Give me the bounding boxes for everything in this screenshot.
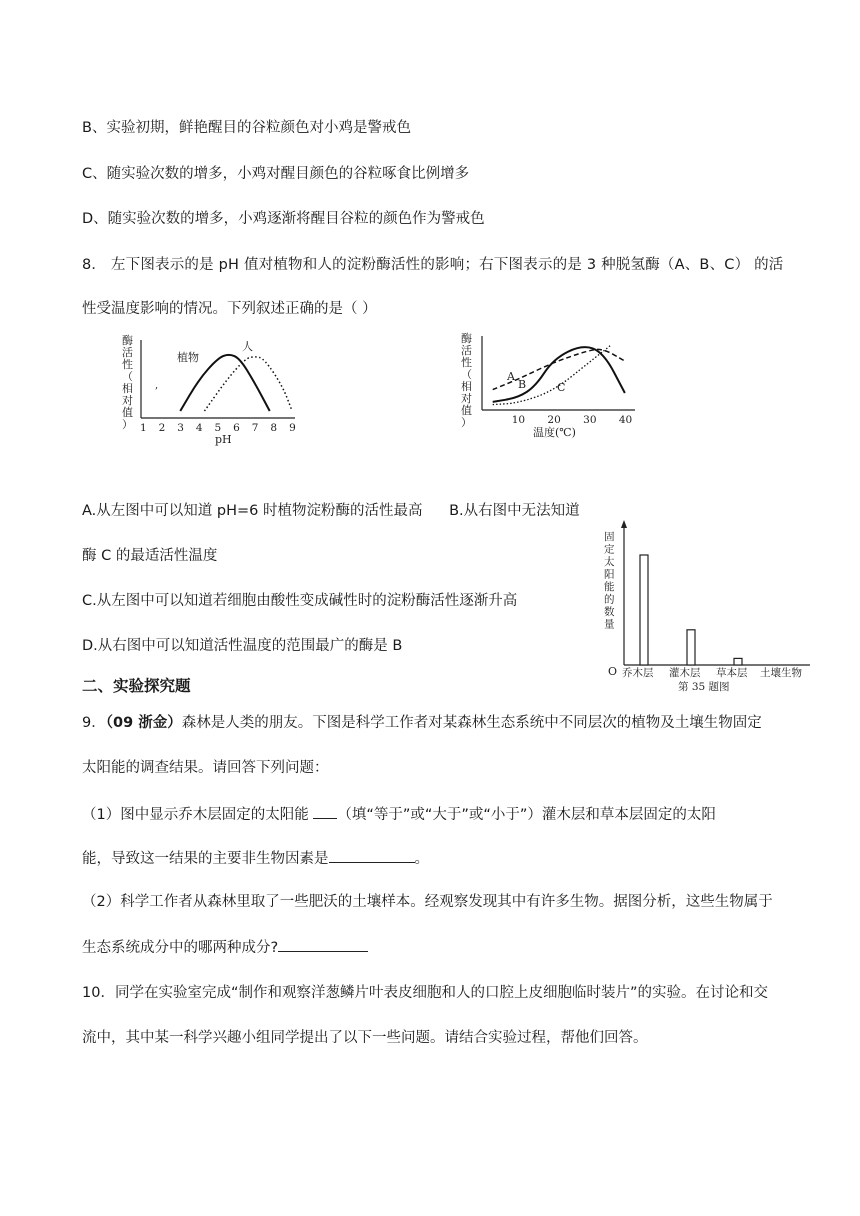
q9-part1 [82, 804, 716, 825]
bar-1 [687, 630, 695, 665]
series-label-c: C [557, 381, 566, 394]
x-tick-label: 2 [158, 422, 166, 434]
y-axis-label-char: 太 [604, 556, 615, 568]
series-label-human: 人 [242, 340, 253, 353]
y-axis-label-char: 定 [604, 543, 615, 556]
y-axis-label-char: 阳 [604, 568, 615, 581]
option-b-q7: B、实验初期，鲜艳醒目的谷粒颜色对小鸡是警戒色 [82, 120, 411, 136]
y-axis-label-char: 活 [122, 346, 133, 359]
x-tick-label: 6 [233, 422, 240, 434]
category-label: 灌木层 [669, 667, 701, 679]
y-axis-arrow [621, 520, 627, 528]
option-a-text: A.从左图中可以知道 pH=6 时植物淀粉酶的活性最高 [82, 503, 423, 519]
answer-blank-2[interactable] [329, 848, 415, 863]
q9-part1-suffix: （填“等于”或“大于”或“小于”）灌木层和草本层固定的太阳 [337, 807, 716, 823]
series-line-human [204, 357, 292, 411]
category-label: 土壤生物 [760, 667, 802, 679]
category-label: 乔木层 [622, 667, 654, 679]
answer-blank-3[interactable] [278, 937, 368, 952]
x-tick-label: 7 [251, 422, 259, 434]
y-axis-label-char: 活 [461, 344, 472, 357]
q8-stem-line1: 8． 左下图表示的是 pH 值对植物和人的淀粉酶活性的影响；右下图表示的是 3 种脱氢酶（A、B、C） 的活 [82, 257, 784, 273]
q10-line2: 流中，其中某一科学兴趣小组同学提出了以下一些问题。请结合实验过程，帮他们回答。 [82, 1030, 648, 1046]
y-axis-label-char: 固 [604, 531, 615, 543]
q9-number: 9． [82, 715, 106, 731]
y-axis-label-char: 数 [604, 606, 615, 618]
q9-line1 [82, 713, 762, 733]
q8-stem-line2: 性受温度影响的情况。下列叙述正确的是（ ） [82, 301, 377, 317]
x-tick-label: 4 [195, 422, 203, 434]
y-axis-label-char: （ [461, 368, 472, 381]
y-axis-label-char: 相 [461, 380, 472, 393]
option-b-text: B.从右图中无法知道 [449, 503, 580, 519]
q9-source-tag: （09 浙金） [105, 715, 182, 731]
series-label-b: B [518, 378, 527, 391]
y-axis-label-char: 值 [122, 406, 133, 419]
y-axis-label [461, 331, 472, 429]
answer-blank-1[interactable] [313, 804, 337, 819]
q9-part1-line2-text: 能，导致这一结果的主要非生物因素是 [82, 851, 329, 867]
x-tick-label: 10 [511, 414, 526, 426]
q8-option-d: D.从右图中可以知道活性温度的范围最广的酶是 B [82, 638, 403, 654]
stray-mark: , [155, 380, 159, 391]
ylabel [122, 333, 133, 431]
y-axis-label [604, 531, 615, 631]
series-label-plant: 植物 [177, 351, 199, 364]
y-axis-label-char: （ [122, 370, 133, 383]
solar-energy-bar-chart [600, 520, 820, 696]
y-axis-label-char: 相 [122, 382, 133, 395]
option-d-q7: D、随实验次数的增多，小鸡逐渐将醒目谷粒的颜色作为警戒色 [82, 211, 485, 227]
y-axis-label-char: 酶 [461, 332, 472, 345]
q10-line1: 10．同学在实验室完成“制作和观察洋葱鳞片叶表皮细胞和人的口腔上皮细胞临时装片”的实验。在讨论和交 [82, 985, 768, 1001]
category-label: 草本层 [716, 667, 748, 679]
y-axis-label-char: 性 [122, 358, 133, 371]
series-label-a: A [507, 370, 515, 383]
x-tick-label: 1 [140, 422, 147, 434]
x-tick-label: 8 [270, 422, 278, 434]
y-axis-label-char: 对 [461, 392, 472, 405]
y-axis-label-char: 能 [604, 581, 615, 593]
y-axis-label-char: 性 [461, 356, 472, 369]
y-axis-label-char: ） [122, 418, 133, 431]
temperature-enzyme-chart [455, 330, 645, 440]
y-axis-label-char: 酶 [122, 334, 133, 347]
y-axis-label-char: 量 [604, 618, 615, 631]
x-tick-label: 5 [214, 422, 222, 434]
x-axis-label: 温度(℃) [533, 426, 576, 439]
x-tick-label: 20 [547, 414, 561, 426]
origin-label: O [608, 665, 618, 678]
option-c-q7: C、随实验次数的增多，小鸡对醒目颜色的谷粒啄食比例增多 [82, 166, 470, 182]
bar-2 [734, 658, 742, 665]
ph-enzyme-chart [115, 330, 305, 450]
y-axis-label-char: 的 [604, 593, 615, 606]
y-axis-label-char: ） [461, 416, 472, 429]
q8-option-b-cont: 酶 C 的最适活性温度 [82, 548, 218, 564]
q8-option-a [82, 501, 580, 521]
q9-part2-line2 [82, 937, 368, 958]
q9-part1-line2-end: 。 [414, 851, 429, 867]
q9-line2: 太阳能的调查结果。请回答下列问题： [82, 760, 329, 776]
y-axis-label-char: 对 [122, 394, 133, 407]
q8-option-c: C.从左图中可以知道若细胞由酸性变成碱性时的淀粉酶活性逐渐升高 [82, 593, 518, 609]
figure-caption: 第 35 题图 [678, 681, 730, 693]
x-tick-label: 40 [618, 414, 633, 426]
x-tick-label: 9 [289, 422, 296, 434]
y-axis-label-char: 值 [461, 404, 472, 417]
section-title: 二、实验探究题 [82, 677, 191, 695]
q9-intro: 森林是人类的朋友。下图是科学工作者对某森林生态系统中不同层次的植物及土壤生物固定 [181, 715, 762, 731]
x-tick-label: 3 [177, 422, 184, 434]
x-axis-label: pH [215, 433, 232, 446]
q9-part1-prefix: （1）图中显示乔木层固定的太阳能 [82, 807, 314, 823]
q9-part2-line2-text: 生态系统成分中的哪两种成分? [82, 940, 279, 956]
x-tick-label: 30 [583, 414, 597, 426]
bar-0 [640, 555, 648, 665]
q9-part2: （2）科学工作者从森林里取了一些肥沃的土壤样本。经观察发现其中有许多生物。据图分析，这些生物属于 [82, 894, 773, 910]
q9-part1-line2 [82, 848, 429, 869]
